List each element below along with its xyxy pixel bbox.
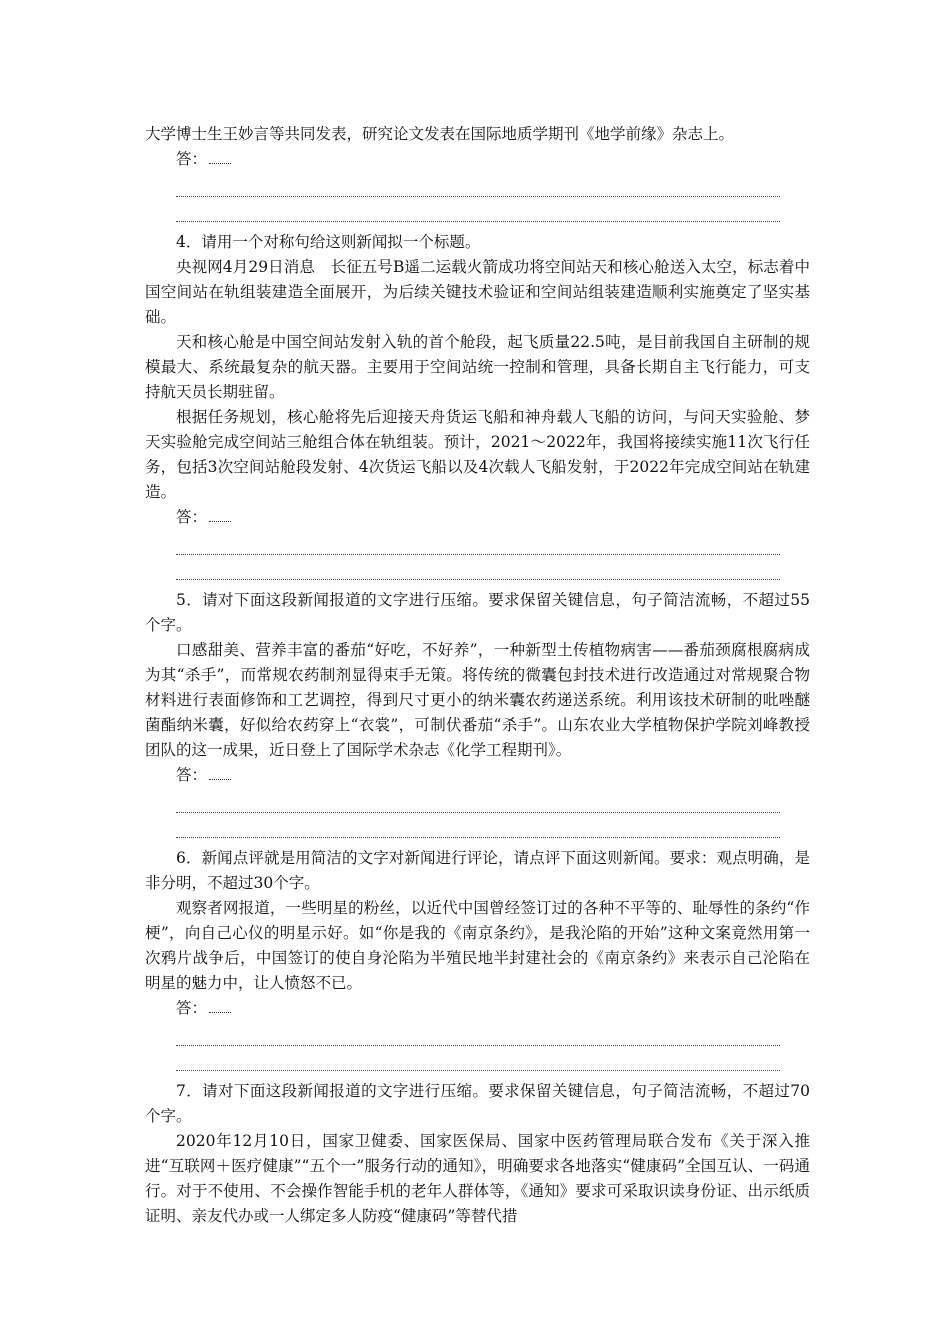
- answer-line[interactable]: [176, 813, 780, 838]
- answer-blank[interactable]: [209, 1000, 231, 1013]
- answer-line[interactable]: [176, 1046, 780, 1071]
- question-5-prompt: 5．请对下面这段新闻报道的文字进行压缩。要求保留关键信息，句子简洁流畅，不超过55个字。: [145, 591, 810, 634]
- question-6-prompt: 6．新闻点评就是用简洁的文字对新闻进行评论，请点评下面这则新闻。要求：观点明确，是非分明，不超过30个字。: [145, 849, 810, 892]
- question-4-prompt: 4．请用一个对称句给这则新闻拟一个标题。: [176, 233, 481, 251]
- answer-line[interactable]: [176, 172, 780, 197]
- answer-line[interactable]: [176, 1021, 780, 1046]
- answer-lines: [145, 788, 810, 838]
- answer-label: 答：: [145, 505, 810, 530]
- question-4-paragraph: 根据任务规划，核心舱将先后迎接天舟货运飞船和神舟载人飞船的访问，与问天实验舱、梦天实验舱完成空间站三舱组合体在轨组装。预计，2021～2022年，我国将接续实施11次飞行任务，包括3次空间站舱段发射、4次货运飞船以及4次载人飞船发射，于2022年完成空间站在轨建造。: [145, 408, 810, 501]
- answer-label: 答：: [145, 763, 810, 788]
- answer-line[interactable]: [176, 530, 780, 555]
- question-4-paragraph: 央视网4月29日消息 长征五号B遥二运载火箭成功将空间站天和核心舱送入太空，标志着中国空间站在轨组装建造全面展开，为后续关键技术验证和空间站组装建造顺利实施奠定了坚实基础。: [145, 258, 810, 326]
- answer-blank[interactable]: [209, 509, 231, 522]
- answer-line[interactable]: [176, 555, 780, 580]
- answer-line[interactable]: [176, 197, 780, 222]
- question-6-paragraph: 观察者网报道，一些明星的粉丝，以近代中国曾经签订过的各种不平等的、耻辱性的条约“作梗”，向自己心仪的明星示好。如“你是我的《南京条约》，是我沦陷的开始”这种文案竟然用第一次鸦片战争后，中国签订的使自身沦陷为半殖民地半封建社会的《南京条约》来表示自己沦陷在明星的魅力中，让人愤怒不已。: [145, 899, 810, 992]
- answer-lines: [145, 1021, 810, 1071]
- question-4-paragraph: 天和核心舱是中国空间站发射入轨的首个舱段，起飞质量22.5吨，是目前我国自主研制的规模最大、系统最复杂的航天器。主要用于空间站统一控制和管理，具备长期自主飞行能力，可支持航天员长期驻留。: [145, 333, 810, 401]
- question-7-prompt: 7．请对下面这段新闻报道的文字进行压缩。要求保留关键信息，句子简洁流畅，不超过70个字。: [145, 1082, 810, 1125]
- answer-lines: [145, 530, 810, 580]
- intro-paragraph-tail: 大学博士生王妙言等共同发表，研究论文发表在国际地质学期刊《地学前缘》杂志上。: [145, 125, 735, 143]
- answer-blank[interactable]: [209, 151, 231, 164]
- question-7-paragraph: 2020年12月10日，国家卫健委、国家医保局、国家中医药管理局联合发布《关于深入推进“互联网＋医疗健康”“五个一”服务行动的通知》，明确要求各地落实“健康码”全国互认、一码通行。对于不使用、不会操作智能手机的老年人群体等，《通知》要求可采取识读身份证、出示纸质证明、亲友代办或一人绑定多人防疫“健康码”等替代措: [145, 1132, 810, 1225]
- answer-label: 答：: [145, 996, 810, 1021]
- answer-line[interactable]: [176, 788, 780, 813]
- question-5-paragraph: 口感甜美、营养丰富的番茄“好吃，不好养”，一种新型土传植物病害——番茄颈腐根腐病成为其“杀手”，而常规农药制剂显得束手无策。将传统的微囊包封技术进行改造通过对常规聚合物材料进行表面修饰和工艺调控，得到尺寸更小的纳米囊农药递送系统。利用该技术研制的吡唑醚菌酯纳米囊，好似给农药穿上“衣裳”，可制伏番茄“杀手”。山东农业大学植物保护学院刘峰教授团队的这一成果，近日登上了国际学术杂志《化学工程期刊》。: [145, 641, 810, 759]
- answer-blank[interactable]: [209, 767, 231, 780]
- answer-label: 答：: [145, 147, 810, 172]
- answer-lines: [145, 172, 810, 222]
- document-page: [145, 122, 810, 1229]
